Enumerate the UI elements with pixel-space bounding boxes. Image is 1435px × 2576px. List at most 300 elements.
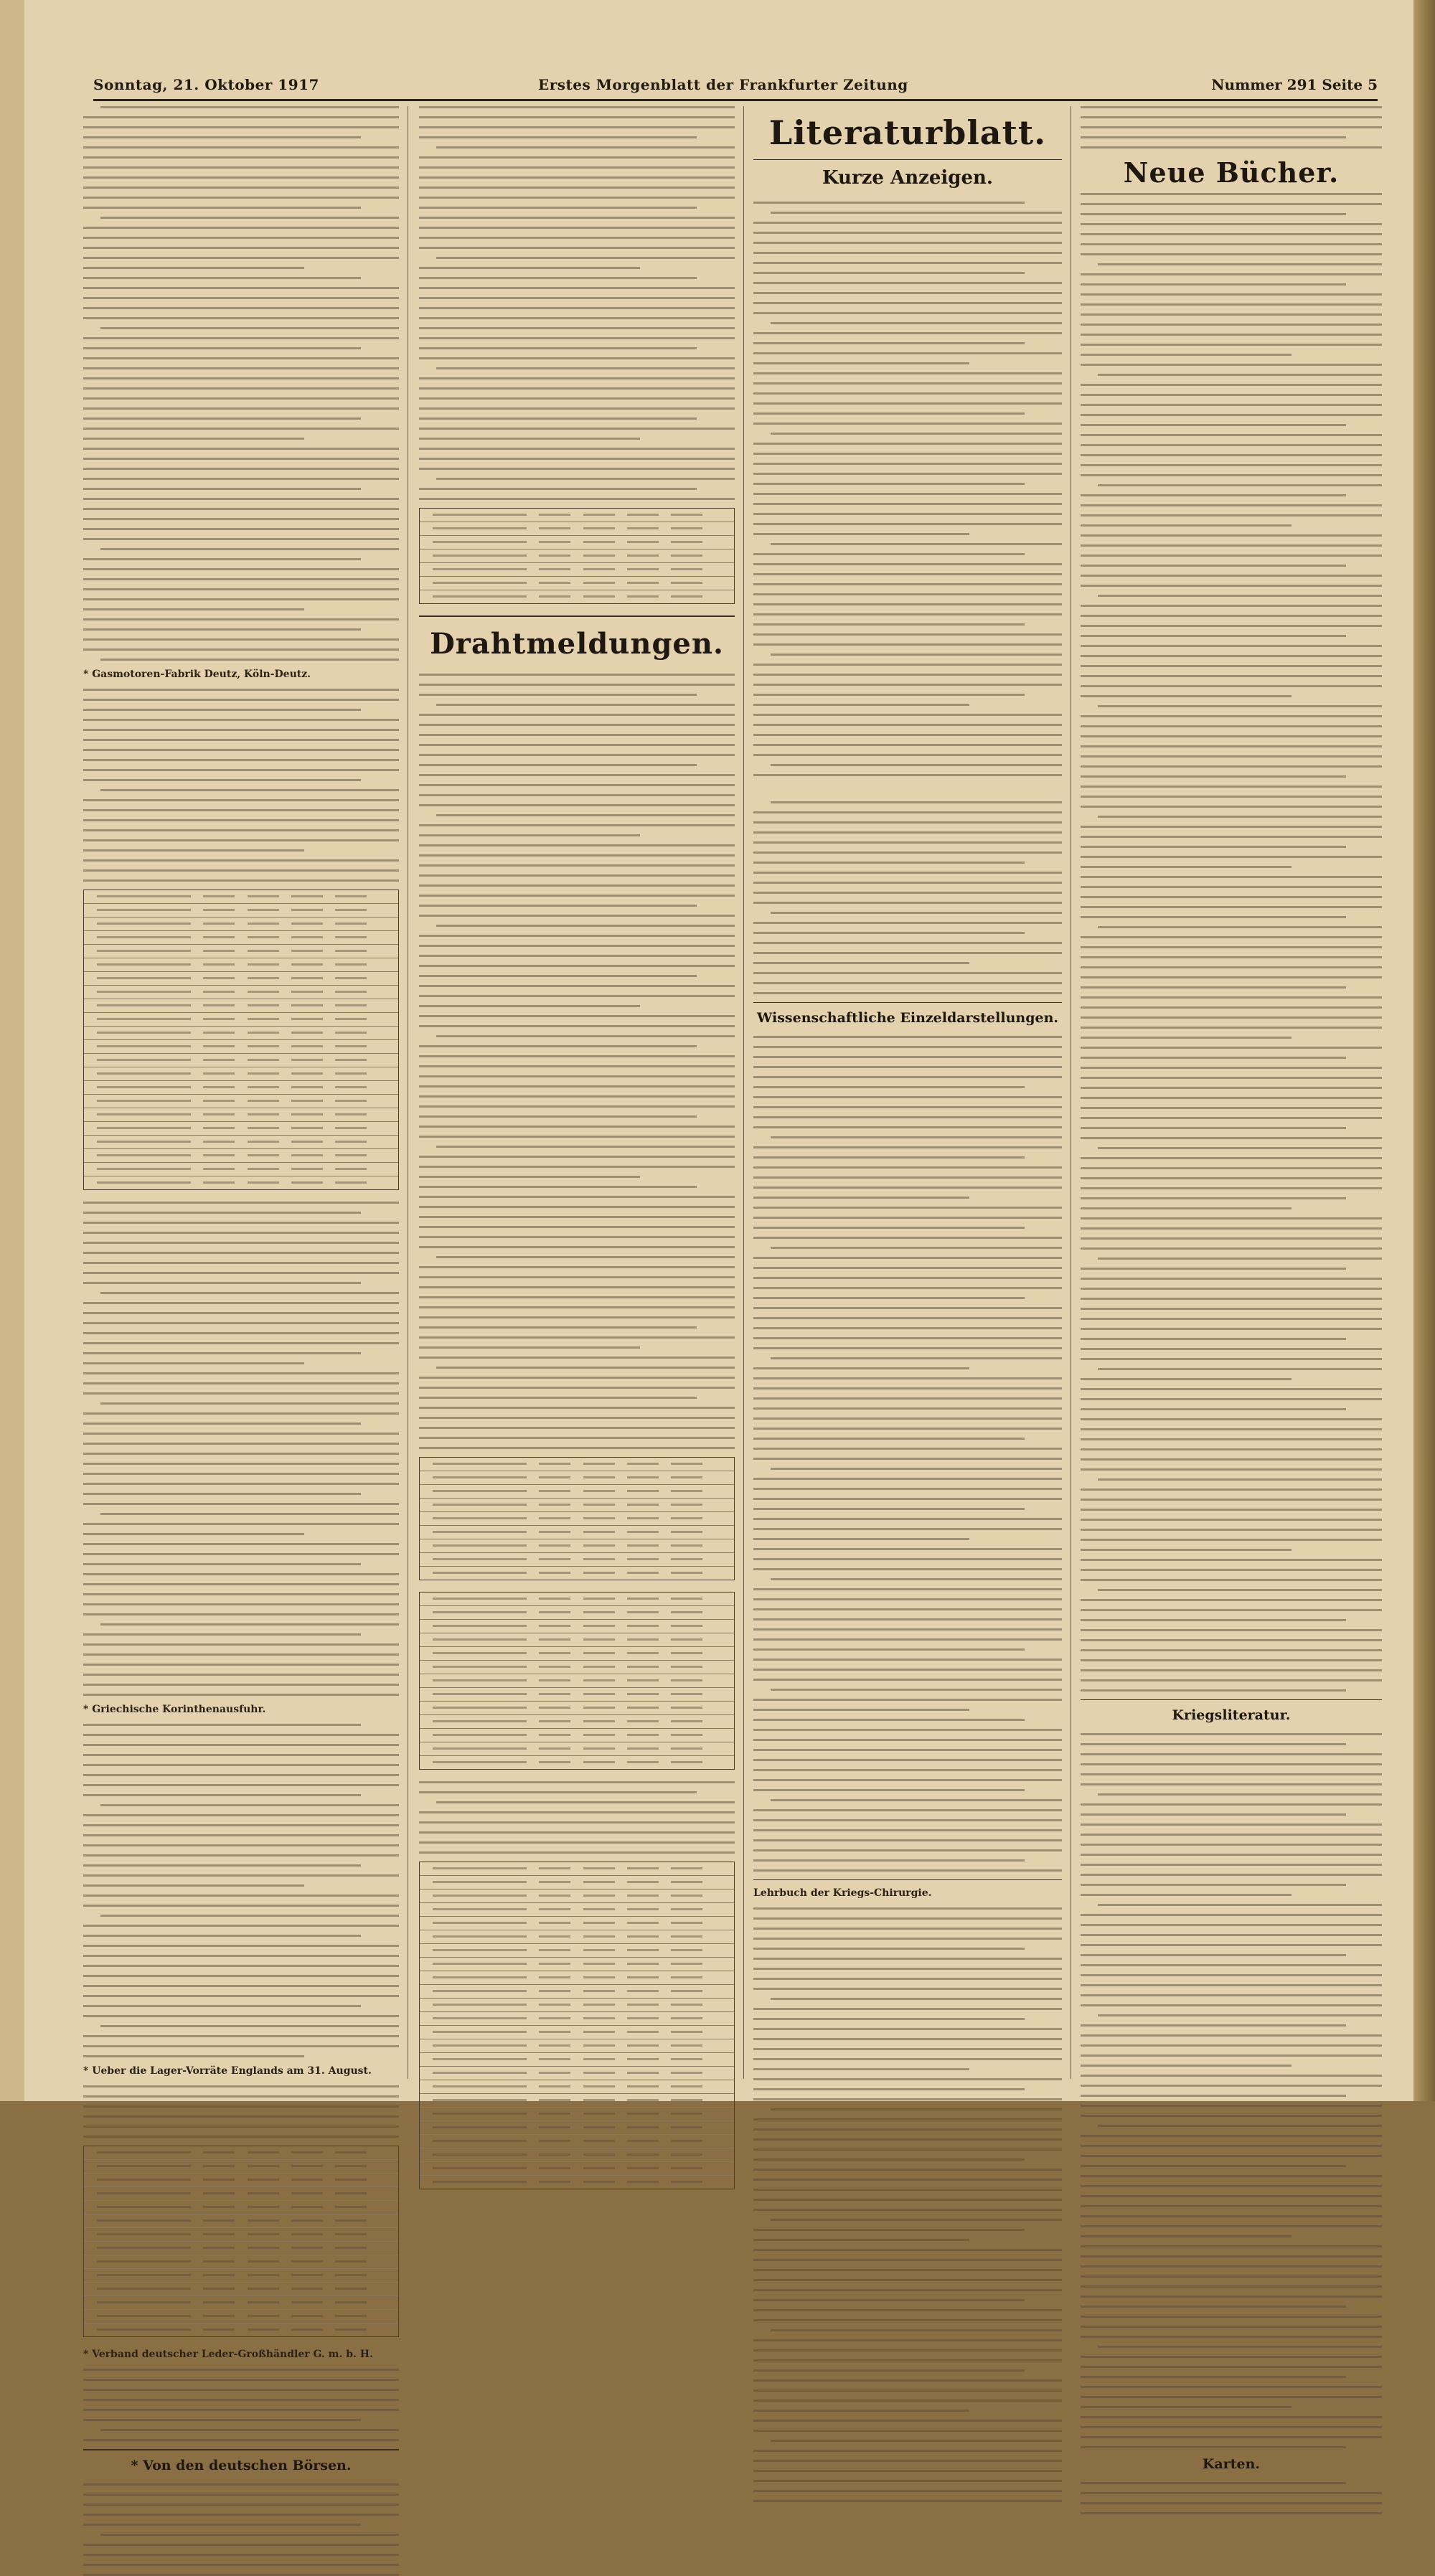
text-line (419, 327, 735, 329)
text-line (419, 106, 735, 108)
text-line (753, 2128, 1062, 2131)
text-line (419, 1015, 735, 1017)
text-line (83, 2105, 399, 2108)
table-row (84, 2201, 398, 2214)
text-line (753, 972, 1062, 974)
table-row (84, 904, 398, 917)
text-line (419, 1346, 640, 1349)
text-line (753, 1146, 1062, 1148)
text-line (1081, 1438, 1382, 1440)
text-line (753, 352, 1062, 354)
text-line (753, 1036, 1062, 1038)
text-line (753, 1669, 1062, 1671)
text-line (419, 834, 640, 836)
text-line (83, 1372, 399, 1374)
text-line (1081, 1753, 1382, 1755)
text-line (753, 372, 1062, 374)
text-line (83, 608, 304, 610)
text-line (1081, 1689, 1346, 1692)
text-line (753, 1156, 1025, 1159)
text-line (83, 1312, 399, 1314)
text-line (753, 902, 1062, 904)
text-line (83, 1392, 399, 1395)
text-line (83, 749, 399, 751)
text-line (419, 1336, 735, 1339)
table-row (84, 945, 398, 958)
text-line (753, 2269, 1062, 2271)
text-line (83, 1774, 399, 1776)
text-line (83, 1734, 399, 1736)
text-line (83, 438, 304, 440)
text-line (753, 2159, 1025, 2161)
text-line (1081, 213, 1346, 215)
text-line (753, 1056, 1062, 1058)
text-line (1098, 1258, 1382, 1260)
text-line (753, 302, 1062, 304)
text-line (83, 1252, 399, 1254)
text-line (1098, 2125, 1382, 2127)
text-line (83, 1563, 361, 1565)
masthead (93, 75, 1378, 99)
text-line (753, 664, 1062, 666)
text-line (1081, 1934, 1382, 1936)
text-line (753, 1166, 1062, 1169)
text-line (83, 1443, 399, 1445)
text-line (771, 1578, 1062, 1580)
text-line (83, 518, 399, 520)
literature-title: Literaturblatt. (768, 113, 1047, 152)
text-line (1098, 926, 1382, 928)
text-line (753, 1076, 1062, 1078)
text-line (83, 1573, 399, 1575)
text-line (83, 166, 399, 169)
text-line (419, 694, 697, 696)
text-line (83, 1533, 304, 1535)
text-line (753, 1417, 1062, 1420)
text-line (436, 704, 735, 706)
column-markets (419, 106, 735, 2079)
text-line (1081, 1117, 1382, 1119)
text-line (419, 764, 697, 766)
text-line (83, 1463, 399, 1465)
text-line (419, 1216, 735, 1218)
text-line (1081, 2175, 1382, 2177)
table-row (420, 2080, 734, 2094)
text-line (753, 1928, 1062, 1930)
text-line (83, 1583, 399, 1585)
text-line (753, 1958, 1062, 1960)
text-line (83, 1342, 399, 1344)
text-line (753, 851, 1062, 854)
text-line (419, 1286, 735, 1288)
text-line (83, 1523, 399, 1525)
text-line (419, 895, 735, 897)
text-line (753, 922, 1062, 924)
table-row (420, 2026, 734, 2039)
text-line (419, 734, 735, 736)
text-line (1081, 1803, 1382, 1806)
text-line (753, 1709, 969, 1711)
text-line (771, 433, 1062, 435)
text-line (1081, 745, 1382, 747)
text-line (83, 337, 399, 339)
text-line (83, 829, 399, 831)
text-line (1081, 324, 1382, 326)
table-row (84, 1136, 398, 1149)
text-line (1081, 1529, 1382, 1531)
text-line (1081, 1894, 1292, 1896)
text-line (83, 187, 399, 189)
text-line (100, 217, 399, 219)
table-row (420, 2067, 734, 2080)
text-line (1081, 2085, 1382, 2087)
text-line (1081, 1559, 1382, 1561)
text-line (771, 912, 1062, 914)
subheading: Wissenschaftliche Einzeldarstellungen. (756, 1010, 1059, 1026)
text-line (83, 2126, 399, 2128)
text-line (83, 588, 399, 590)
text-line (1081, 775, 1346, 778)
text-line (83, 648, 399, 651)
text-line (1081, 404, 1382, 406)
text-line (1081, 1127, 1346, 1129)
text-line (1081, 1067, 1382, 1069)
text-line (1081, 2512, 1382, 2514)
table-row (420, 1458, 734, 1471)
text-line (419, 1831, 735, 1834)
text-line (753, 1538, 969, 1540)
text-line (419, 1791, 697, 1793)
text-line (753, 1217, 1062, 1219)
text-line (1081, 106, 1382, 108)
text-line (1081, 2044, 1382, 2047)
text-line (1081, 283, 1346, 286)
text-line (1081, 2255, 1382, 2257)
text-line (771, 1799, 1062, 1801)
text-line (83, 357, 399, 359)
text-line (753, 643, 1062, 646)
text-line (1081, 1488, 1382, 1491)
table-row (420, 1985, 734, 1999)
text-line (771, 2108, 1062, 2110)
text-line (83, 247, 399, 249)
text-line (83, 2005, 361, 2007)
text-line (1081, 1509, 1382, 1511)
text-line (1081, 354, 1292, 356)
text-line (1081, 685, 1382, 687)
text-line (419, 428, 735, 430)
text-line (83, 1653, 399, 1656)
text-line (753, 332, 1062, 334)
text-line (436, 1256, 735, 1258)
article-text (83, 2483, 399, 2576)
text-line (1081, 565, 1346, 567)
text-line (83, 2085, 399, 2087)
text-line (419, 277, 697, 279)
table-row (84, 1163, 398, 1176)
text-line (1081, 2446, 1346, 2448)
text-line (83, 1834, 399, 1836)
text-line (83, 1935, 361, 1937)
text-line (1081, 946, 1382, 948)
text-line (753, 503, 1062, 505)
text-line (83, 2015, 399, 2017)
text-line (83, 1754, 399, 1756)
text-line (753, 1448, 1062, 1450)
text-line (419, 674, 735, 676)
text-line (753, 613, 1062, 615)
text-line (753, 1839, 1062, 1841)
text-line (771, 212, 1062, 214)
table-row (420, 1958, 734, 1971)
text-line (419, 794, 735, 796)
text-line (1081, 434, 1382, 436)
text-line (753, 573, 1062, 575)
table-row (420, 563, 734, 577)
text-line (419, 187, 735, 189)
text-line (1081, 2502, 1382, 2504)
text-line (753, 2199, 1062, 2201)
text-line (753, 513, 1062, 515)
text-line (100, 1804, 399, 1806)
text-line (1081, 2376, 1346, 2378)
text-line (83, 2564, 399, 2566)
text-line (753, 392, 1062, 395)
table-row (420, 1742, 734, 1756)
text-line (436, 814, 735, 816)
text-line (1081, 2406, 1292, 2408)
text-line (1081, 635, 1346, 637)
text-line (1081, 1639, 1382, 1641)
text-line (1081, 826, 1382, 828)
text-line (753, 342, 1025, 344)
text-line (83, 468, 399, 470)
text-line (1081, 806, 1382, 808)
text-line (100, 789, 399, 791)
text-line (83, 1553, 399, 1555)
text-line (753, 1598, 1062, 1600)
text-line (83, 2504, 399, 2506)
text-line (1081, 2265, 1382, 2268)
text-line (753, 2389, 1062, 2392)
text-line (83, 1674, 399, 1676)
text-line (1081, 1649, 1382, 1651)
text-line (1081, 1549, 1292, 1551)
table-row (420, 577, 734, 590)
article-text (419, 1781, 735, 1854)
text-line (753, 232, 1062, 234)
text-line (436, 257, 735, 259)
text-line (83, 1423, 361, 1425)
text-line (419, 995, 735, 997)
text-line (1081, 444, 1382, 446)
text-line (753, 992, 1062, 994)
text-line (1081, 886, 1382, 888)
text-line (83, 1272, 399, 1274)
table-row (84, 2310, 398, 2323)
text-line (753, 2309, 1062, 2311)
text-line (1081, 1924, 1382, 1926)
text-line (753, 2229, 1025, 2231)
new-books-title: Neue Bücher. (1123, 156, 1340, 189)
text-line (83, 367, 399, 369)
text-line (419, 1025, 735, 1027)
text-line (753, 2098, 1062, 2100)
text-line (83, 1985, 399, 1987)
text-line (753, 872, 1062, 874)
text-line (753, 734, 1062, 736)
text-line (83, 2115, 399, 2118)
text-line (1081, 2195, 1382, 2197)
text-line (753, 714, 1062, 716)
table-row (420, 1729, 734, 1742)
text-line (1081, 1884, 1346, 1886)
table-row (84, 2214, 398, 2228)
text-line (753, 811, 1062, 813)
text-line (83, 1844, 399, 1846)
section-rule (419, 615, 735, 617)
table-row (420, 1471, 734, 1485)
table-row (420, 2053, 734, 2067)
text-line (83, 1764, 399, 1766)
section-rule (753, 1879, 1062, 1880)
text-line (83, 508, 399, 510)
text-line (83, 2035, 399, 2037)
text-line (83, 428, 399, 430)
table-row (420, 2135, 734, 2148)
text-line (1081, 1107, 1382, 1109)
subheading: Lehrbuch der Kriegs-Chirurgie. (753, 1887, 932, 1899)
text-line (419, 1186, 697, 1188)
text-line (1081, 146, 1382, 148)
text-line (771, 2219, 1062, 2221)
text-line (419, 1437, 735, 1439)
text-line (83, 2419, 361, 2421)
text-line (753, 1968, 1062, 1970)
text-line (753, 892, 1062, 894)
text-line (1098, 1793, 1382, 1796)
text-line (753, 1116, 1062, 1118)
text-line (83, 1905, 399, 1907)
text-line (100, 1513, 399, 1515)
subheading: Kurze Anzeigen. (822, 167, 993, 189)
text-line (1081, 1974, 1382, 1976)
text-line (753, 932, 1025, 934)
text-line (419, 247, 735, 249)
text-line (753, 774, 1062, 776)
text-line (753, 1207, 1062, 1209)
text-line (83, 2514, 399, 2516)
text-line (1081, 2492, 1382, 2494)
text-line (83, 819, 399, 821)
table-row (84, 2228, 398, 2242)
text-line (1081, 1733, 1382, 1735)
text-line (436, 925, 735, 927)
text-line (1081, 765, 1382, 768)
text-line (1081, 1298, 1382, 1300)
text-line (83, 1603, 399, 1605)
text-line (1081, 896, 1382, 898)
text-line (1081, 2336, 1382, 2338)
text-line (753, 623, 1025, 626)
text-line (83, 2389, 399, 2391)
text-line (419, 744, 735, 746)
text-line (83, 2483, 399, 2486)
table-row (420, 1999, 734, 2012)
text-line (83, 1332, 399, 1334)
text-line (753, 1518, 1062, 1520)
item-heading: * Griechische Korinthenausfuhr. (83, 1704, 266, 1715)
text-line (83, 307, 399, 309)
text-line (419, 1156, 735, 1158)
text-line (1081, 996, 1382, 999)
text-line (419, 387, 735, 390)
text-line (419, 417, 697, 420)
text-line (1081, 1037, 1292, 1039)
text-line (83, 578, 399, 580)
column-rule (743, 106, 744, 2079)
table-row (420, 522, 734, 536)
text-line (419, 407, 735, 410)
text-line (1081, 615, 1382, 617)
text-line (753, 1568, 1062, 1570)
text-line (1081, 2205, 1382, 2207)
table-row (420, 1674, 734, 1688)
text-line (771, 801, 1062, 803)
text-line (753, 1859, 1025, 1862)
table-row (420, 509, 734, 522)
text-line (419, 754, 735, 756)
text-line (83, 1965, 399, 1967)
text-line (83, 2045, 399, 2047)
table-row (420, 2162, 734, 2176)
table-row (420, 549, 734, 563)
text-line (436, 1367, 735, 1369)
text-line (1081, 2145, 1382, 2147)
text-line (1081, 2105, 1382, 2107)
text-line (753, 523, 1062, 525)
text-line (753, 2299, 1025, 2301)
text-line (1081, 1077, 1382, 1079)
text-line (83, 709, 361, 711)
text-line (771, 2329, 1062, 2331)
text-line (419, 1126, 735, 1128)
text-line (83, 1814, 399, 1816)
table-row (420, 1633, 734, 1647)
table-row (420, 2108, 734, 2121)
table-row (84, 972, 398, 986)
text-line (753, 362, 969, 364)
text-line (1081, 1227, 1382, 1230)
text-line (419, 1206, 735, 1208)
exchange-table (419, 1457, 735, 1580)
text-line (753, 1086, 1025, 1088)
text-line (83, 839, 399, 841)
text-line (1098, 374, 1382, 376)
table-row (420, 2176, 734, 2189)
text-line (419, 1821, 735, 1824)
text-line (100, 2025, 399, 2027)
item-heading: * Gasmotoren-Fabrik Deutz, Köln-Deutz. (83, 669, 311, 680)
text-line (753, 1819, 1062, 1821)
table-row (420, 1889, 734, 1903)
text-line (753, 1046, 1062, 1048)
text-line (83, 1493, 361, 1495)
table-row (84, 1108, 398, 1122)
text-line (83, 1433, 399, 1435)
text-line (83, 2055, 304, 2057)
text-line (1081, 126, 1382, 128)
